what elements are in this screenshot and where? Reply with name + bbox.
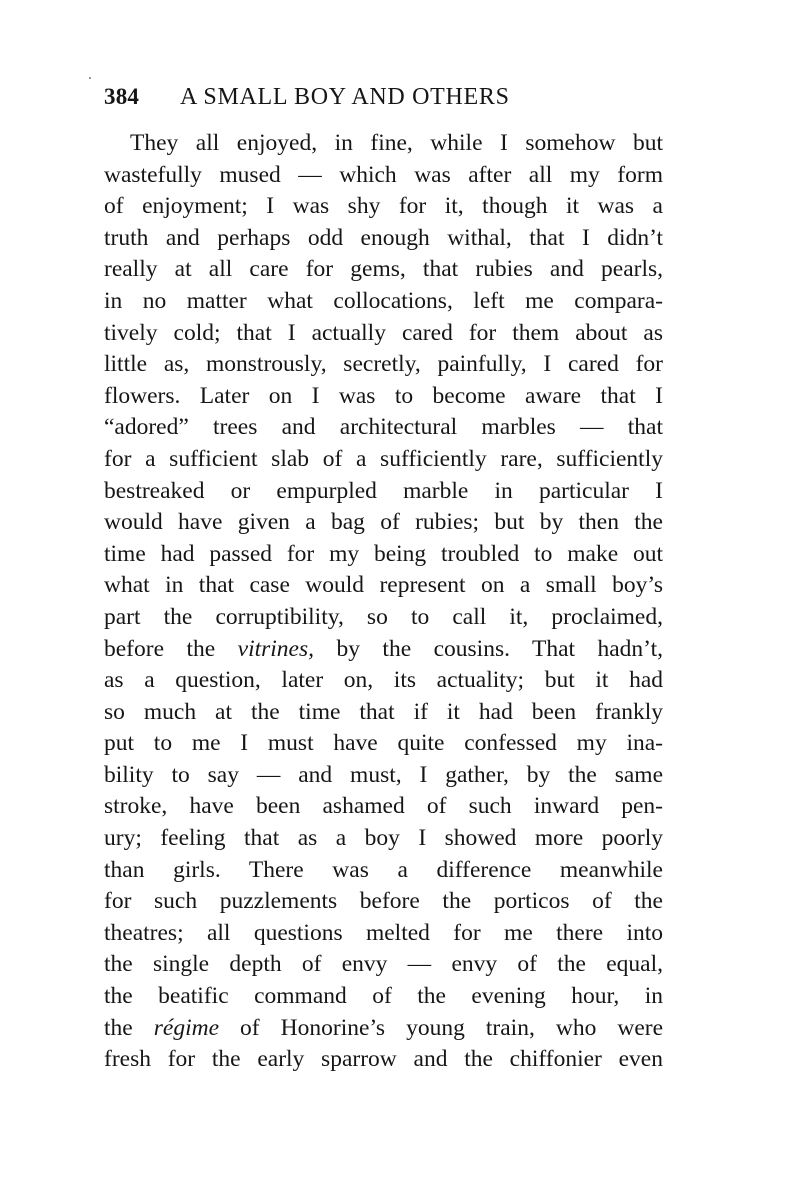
text-line: really at all care for gems, that rubies and pearls,	[104, 256, 663, 283]
text-line: time had passed for my being troubled to make out	[104, 540, 663, 567]
text-line: flowers. Later on I was to become aware that I	[104, 382, 663, 409]
text-line: would have given a bag of rubies; but by then the	[104, 509, 663, 536]
text-line	[104, 634, 663, 666]
text-line: the single depth of envy — envy of the equal,	[104, 951, 663, 978]
text-fragment: the	[104, 1014, 154, 1041]
text-line: tively cold; that I actually cared for them about as	[104, 319, 663, 346]
text-line: truth and perhaps odd enough withal, that I didn’t	[104, 224, 663, 251]
text-fragment: of Honorine’s young train, who were	[219, 1014, 664, 1041]
text-line: as a question, later on, its actuality; but it had	[104, 667, 663, 694]
text-line: stroke, have been ashamed of such inward pen-	[104, 793, 663, 820]
body-text	[104, 128, 663, 1076]
text-line: theatres; all questions melted for me there into	[104, 919, 663, 946]
text-line: of enjoyment; I was shy for it, though it was a	[104, 193, 663, 220]
page-speck	[89, 77, 91, 79]
text-line: ury; feeling that as a boy I showed more poorly	[104, 825, 663, 852]
text-line: fresh for the early sparrow and the chiffonier even	[104, 1046, 663, 1073]
text-line: so much at the time that if it had been frankly	[104, 698, 663, 725]
text-line: bility to say — and must, I gather, by the same	[104, 761, 663, 788]
text-line: the beatific command of the evening hour, in	[104, 983, 663, 1010]
text-line	[104, 1013, 663, 1045]
text-line: little as, monstrously, secretly, painfully, I cared for	[104, 351, 663, 378]
text-line: than girls. There was a difference meanwhile	[104, 856, 663, 883]
text-line: for such puzzlements before the porticos of the	[104, 888, 663, 915]
text-line: for a sufficient slab of a sufficiently rare, sufficiently	[104, 445, 663, 472]
italic-word: régime	[153, 1014, 220, 1041]
text-line: put to me I must have quite confessed my ina-	[104, 730, 663, 757]
text-fragment: by the cousins. That hadn’t,	[314, 635, 663, 662]
text-line: wastefully mused — which was after all my form	[104, 161, 663, 188]
text-line: in no matter what collocations, left me compara-	[104, 287, 663, 314]
page-header	[104, 80, 664, 114]
text-fragment: before the	[104, 635, 238, 662]
running-title: A SMALL BOY AND OTHERS	[180, 84, 510, 110]
text-line: bestreaked or empurpled marble in particular I	[104, 477, 663, 504]
text-line: part the corruptibility, so to call it, proclaimed,	[104, 603, 663, 630]
italic-word: vitrines,	[237, 635, 315, 662]
text-line: “adored” trees and architectural marbles — that	[104, 414, 663, 441]
text-line: what in that case would represent on a small boy’s	[104, 572, 663, 599]
page-number: 384	[104, 84, 140, 109]
text-line: They all enjoyed, in fine, while I somehow but	[130, 130, 663, 156]
